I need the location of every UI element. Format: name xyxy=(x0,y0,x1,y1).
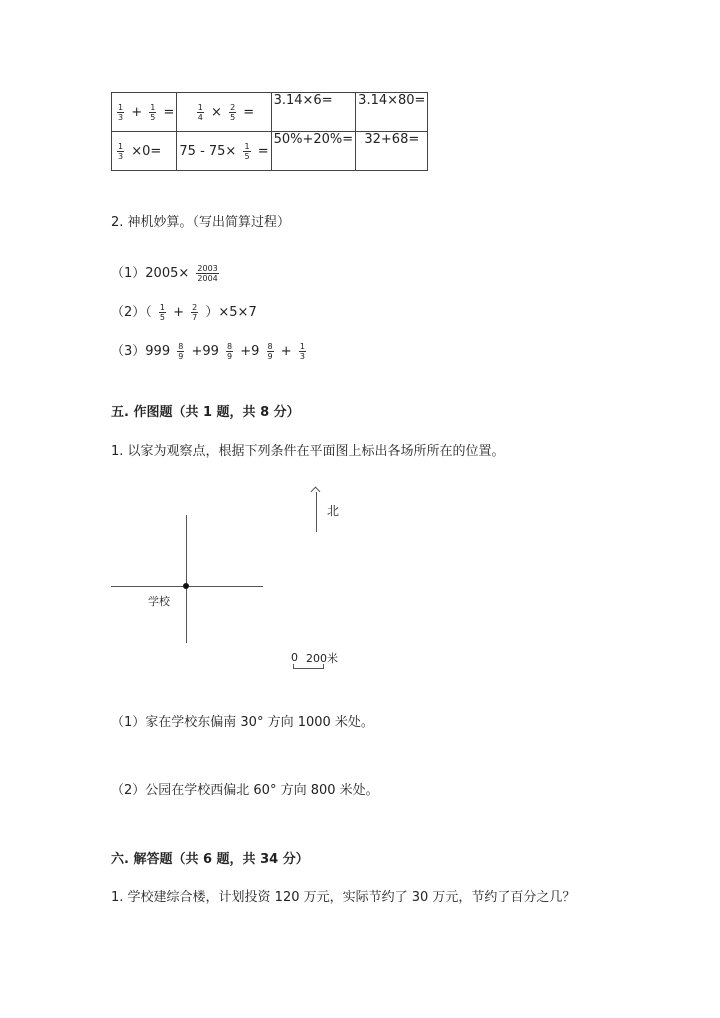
table-cell xyxy=(177,93,271,132)
numerator: 1 xyxy=(299,342,305,351)
fraction xyxy=(229,103,236,122)
numerator: 1 xyxy=(118,141,124,151)
fraction xyxy=(299,342,306,361)
q2-title: 2. 神机妙算。（写出简算过程） xyxy=(111,215,291,230)
expr-text: ）×5×7 xyxy=(201,305,257,320)
arrowhead-icon xyxy=(311,487,321,497)
numerator: 8 xyxy=(178,342,184,351)
expr-text: + xyxy=(276,344,296,359)
table-cell xyxy=(271,132,356,171)
fraction xyxy=(196,264,218,283)
ns-axis xyxy=(186,515,187,643)
expr-text: 3.14×6= xyxy=(273,93,333,108)
expr-text: + xyxy=(169,305,189,320)
numerator: 1 xyxy=(150,102,156,112)
expr-text: = xyxy=(239,104,255,120)
expr-text: + xyxy=(127,104,147,120)
denominator: 9 xyxy=(227,352,233,361)
numerator: 2 xyxy=(192,303,198,312)
numerator: 1 xyxy=(197,102,203,112)
expr-text: 32+68= xyxy=(364,132,420,147)
expr-text: 50%+20%= xyxy=(273,132,354,147)
expr-text: 75 - 75× xyxy=(179,143,241,159)
denominator: 9 xyxy=(267,352,273,361)
scale-label: 200米 xyxy=(306,652,338,665)
denominator: 5 xyxy=(150,112,156,122)
section5-sub1: （1）家在学校东偏南 30° 方向 1000 米处。 xyxy=(111,715,374,730)
table-cell xyxy=(177,132,271,171)
q2-item-2 xyxy=(111,301,257,322)
denominator: 2004 xyxy=(197,274,218,283)
expr-text: 3.14×80= xyxy=(358,93,426,108)
denominator: 5 xyxy=(159,313,165,322)
north-label: 北 xyxy=(327,504,340,518)
expr-text: × xyxy=(206,104,227,120)
denominator: 3 xyxy=(118,151,124,161)
denominator: 5 xyxy=(244,151,250,161)
origin-label: 学校 xyxy=(148,595,170,608)
calc-table xyxy=(111,92,428,171)
denominator: 5 xyxy=(230,112,236,122)
numerator: 2 xyxy=(230,102,236,112)
fraction xyxy=(226,342,233,361)
expr-text: = xyxy=(159,104,175,120)
section5-q1: 1. 以家为观察点，根据下列条件在平面图上标出各场所所在的位置。 xyxy=(111,444,505,459)
section5-heading: 五. 作图题（共 1 题，共 8 分） xyxy=(111,405,300,420)
numerator: 2003 xyxy=(197,264,218,273)
fraction xyxy=(117,142,124,161)
section6-heading: 六. 解答题（共 6 题，共 34 分） xyxy=(111,852,309,867)
fraction xyxy=(197,103,204,122)
fraction xyxy=(191,303,198,322)
fraction xyxy=(267,342,274,361)
numerator: 1 xyxy=(159,303,165,312)
expr-text: = xyxy=(253,143,269,159)
denominator: 3 xyxy=(299,352,305,361)
q2-item-3 xyxy=(111,340,309,361)
table-cell xyxy=(271,93,356,132)
numerator: 8 xyxy=(267,342,273,351)
denominator: 7 xyxy=(192,313,198,322)
numerator: 1 xyxy=(118,102,124,112)
table-cell xyxy=(356,93,428,132)
denominator: 4 xyxy=(197,112,203,122)
scale-bar xyxy=(293,664,324,669)
expr-text: （2）（ xyxy=(111,305,156,320)
table-cell xyxy=(356,132,428,171)
fraction xyxy=(117,103,124,122)
section6-q1: 1. 学校建综合楼，计划投资 120 万元，实际节约了 30 万元，节约了百分之几？ xyxy=(111,890,576,905)
fraction xyxy=(177,342,184,361)
fraction xyxy=(243,142,250,161)
denominator: 3 xyxy=(118,112,124,122)
fraction xyxy=(149,103,156,122)
numerator: 1 xyxy=(244,141,250,151)
table-cell xyxy=(112,93,177,132)
scale-zero: 0 xyxy=(291,651,298,664)
expr-text: +99 xyxy=(187,344,224,359)
q2-item-1 xyxy=(111,262,222,283)
section5-sub2: （2）公园在学校西偏北 60° 方向 800 米处。 xyxy=(111,783,379,798)
denominator: 9 xyxy=(178,352,184,361)
expr-text: ×0= xyxy=(127,143,162,159)
expr-text: （1）2005× xyxy=(111,266,194,281)
origin-dot xyxy=(183,583,189,589)
expr-text: +9 xyxy=(236,344,264,359)
expr-text: （3）999 xyxy=(111,344,175,359)
numerator: 8 xyxy=(227,342,233,351)
fraction xyxy=(159,303,166,322)
table-cell xyxy=(112,132,177,171)
north-arrow-icon xyxy=(316,492,317,532)
